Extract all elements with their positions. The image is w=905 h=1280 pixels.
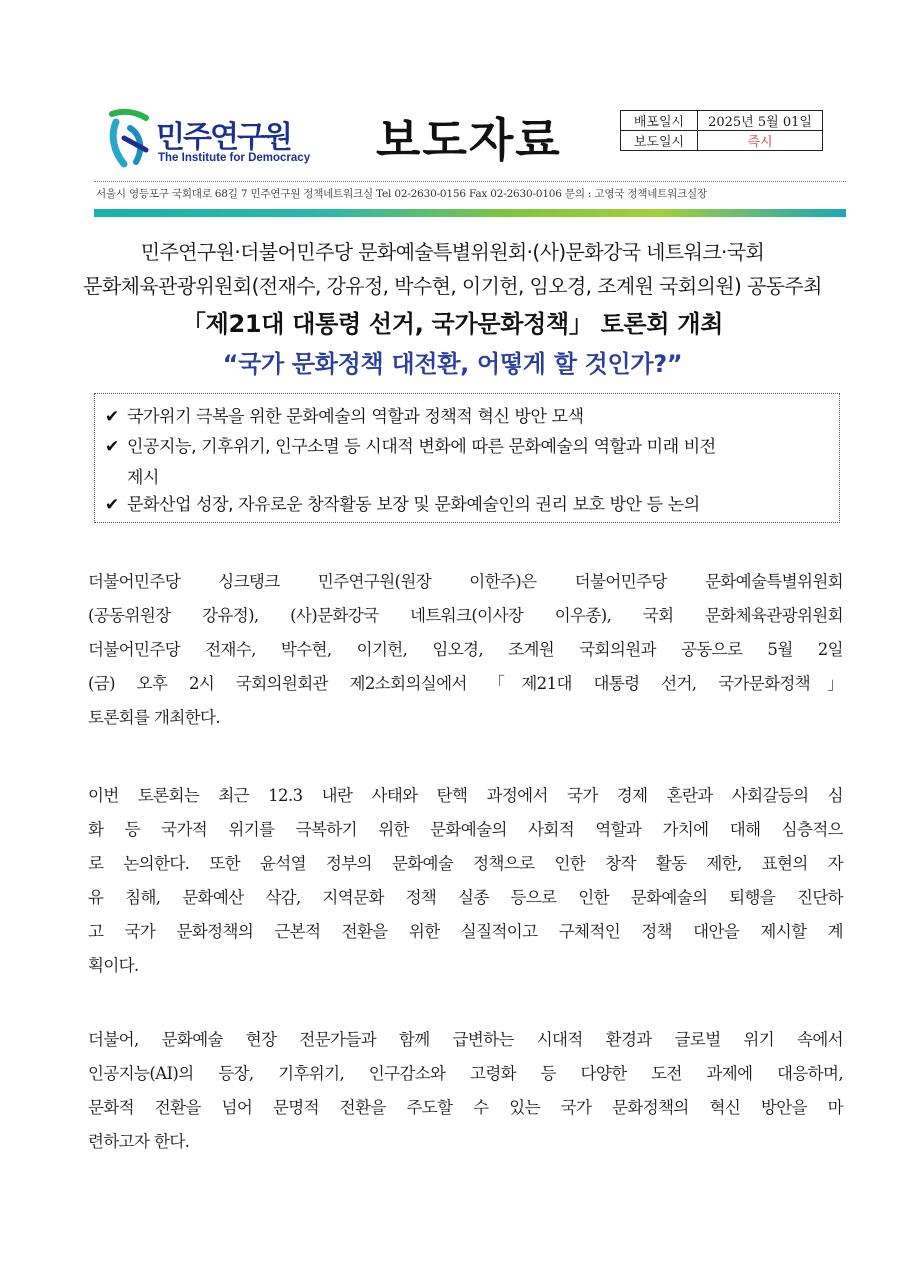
paragraph-line: 유 침해, 문화예산 삭감, 지역문화 정책 실종 등으로 인한 문화예술의 퇴행을 진단하: [88, 888, 843, 907]
paragraph-line: 더불어민주당 싱크탱크 민주연구원(원장 이한주)은 더불어민주당 문화예술특별위원회: [88, 572, 843, 591]
summary-item-text: 국가위기 극복을 위한 문화예술의 역할과 정책적 혁신 방안 모색: [127, 407, 584, 427]
paragraph-line: 더불어, 문화예술 현장 전문가들과 함께 급변하는 시대적 환경과 글로벌 위기 속에서: [88, 1030, 843, 1049]
paragraph-line: 획이다.: [88, 956, 139, 975]
paragraph-line: 로 논의한다. 또한 윤석열 정부의 문화예술 정책으로 인한 창작 활동 제한, 표현의 자: [88, 854, 843, 873]
summary-item-text: 문화산업 성장, 자유로운 창작활동 보장 및 문화예술인의 권리 보호 방안 등 논의: [127, 495, 700, 515]
check-icon: ✔: [105, 407, 119, 427]
paragraph-line: 토론회를 개최한다.: [88, 708, 221, 727]
header-divider: [94, 181, 846, 182]
header-color-bar: [94, 209, 846, 217]
release-date-label: 배포일시: [621, 111, 698, 131]
paragraph-line: 더불어민주당 전재수, 박수현, 이기헌, 임오경, 조계원 국회의원과 공동으로 5월 2일: [88, 640, 843, 659]
paragraph-line: 화 등 국가적 위기를 극복하기 위한 문화예술의 사회적 역할과 가치에 대해 심층적으: [88, 820, 843, 839]
logo-mark-icon: [106, 108, 154, 170]
body-paragraph-1: [88, 565, 843, 735]
release-date-row: [621, 111, 823, 131]
paragraph-line: 고 국가 문화정책의 근본적 전환을 위한 실질적이고 구체적인 정책 대안을 제시할 계: [88, 922, 843, 941]
embargo-label: 보도일시: [621, 131, 698, 151]
body-paragraph-2: [88, 779, 843, 983]
summary-item: [105, 490, 700, 515]
event-title: 「제21대 대통령 선거, 국가문화정책」 토론회 개최: [181, 310, 724, 338]
check-icon: ✔: [105, 495, 119, 515]
contact-address: 서울시 영등포구 국회대로 68길 7 민주연구원 정책네트워크실 Tel 02-2630-0156 Fax 02-2630-0106 문의 : 고영국 정책네트워크실장: [96, 188, 707, 200]
event-subtitle: “국가 문화정책 대전환, 어떻게 할 것인가?”: [222, 350, 683, 378]
hosts-line-2: 문화체육관광위원회(전재수, 강유정, 박수현, 이기헌, 임오경, 조계원 국회의원) 공동주최: [83, 274, 822, 298]
hosts-line-1: 민주연구원·더불어민주당 문화예술특별위원회·(사)문화강국 네트워크·국회: [140, 240, 765, 264]
paragraph-line: 인공지능(AI)의 등장, 기후위기, 인구감소와 고령화 등 다양한 도전 과제에 대응하며,: [88, 1064, 843, 1083]
press-release-title: 보도자료: [376, 113, 562, 167]
body-paragraph-3: [88, 1023, 843, 1159]
paragraph-line: (공동위원장 강유정), (사)문화강국 네트워크(이사장 이우종), 국회 문화체육관광위원회: [88, 606, 843, 625]
summary-box: [94, 393, 840, 523]
paragraph-line: 련하고자 한다.: [88, 1132, 190, 1151]
paragraph-line: (금) 오후 2시 국회의원회관 제2소회의실에서 「제21대 대통령 선거, 국가문화정책」: [88, 674, 843, 693]
release-date-value: 2025년 5월 01일: [698, 111, 823, 131]
embargo-row: [621, 131, 823, 151]
logo-korean-name: 민주연구원: [156, 120, 291, 155]
summary-item-text: 인공지능, 기후위기, 인구소멸 등 시대적 변화에 따른 문화예술의 역할과 미래 비전: [127, 437, 716, 457]
paragraph-line: 문화적 전환을 넘어 문명적 전환을 주도할 수 있는 국가 문화정책의 혁신 방안을 마: [88, 1098, 843, 1117]
embargo-value: 즉시: [698, 131, 823, 151]
logo-english-name: The Institute for Democracy: [158, 152, 311, 164]
institute-logo: [106, 108, 316, 170]
check-icon: ✔: [105, 437, 119, 457]
summary-item-continuation: 제시: [127, 468, 160, 488]
paragraph-line: 이번 토론회는 최근 12.3 내란 사태와 탄핵 과정에서 국가 경제 혼란과 사회갈등의 심: [88, 786, 843, 805]
summary-item: [105, 432, 716, 488]
summary-item: [105, 402, 584, 427]
release-date-table: [620, 110, 823, 151]
